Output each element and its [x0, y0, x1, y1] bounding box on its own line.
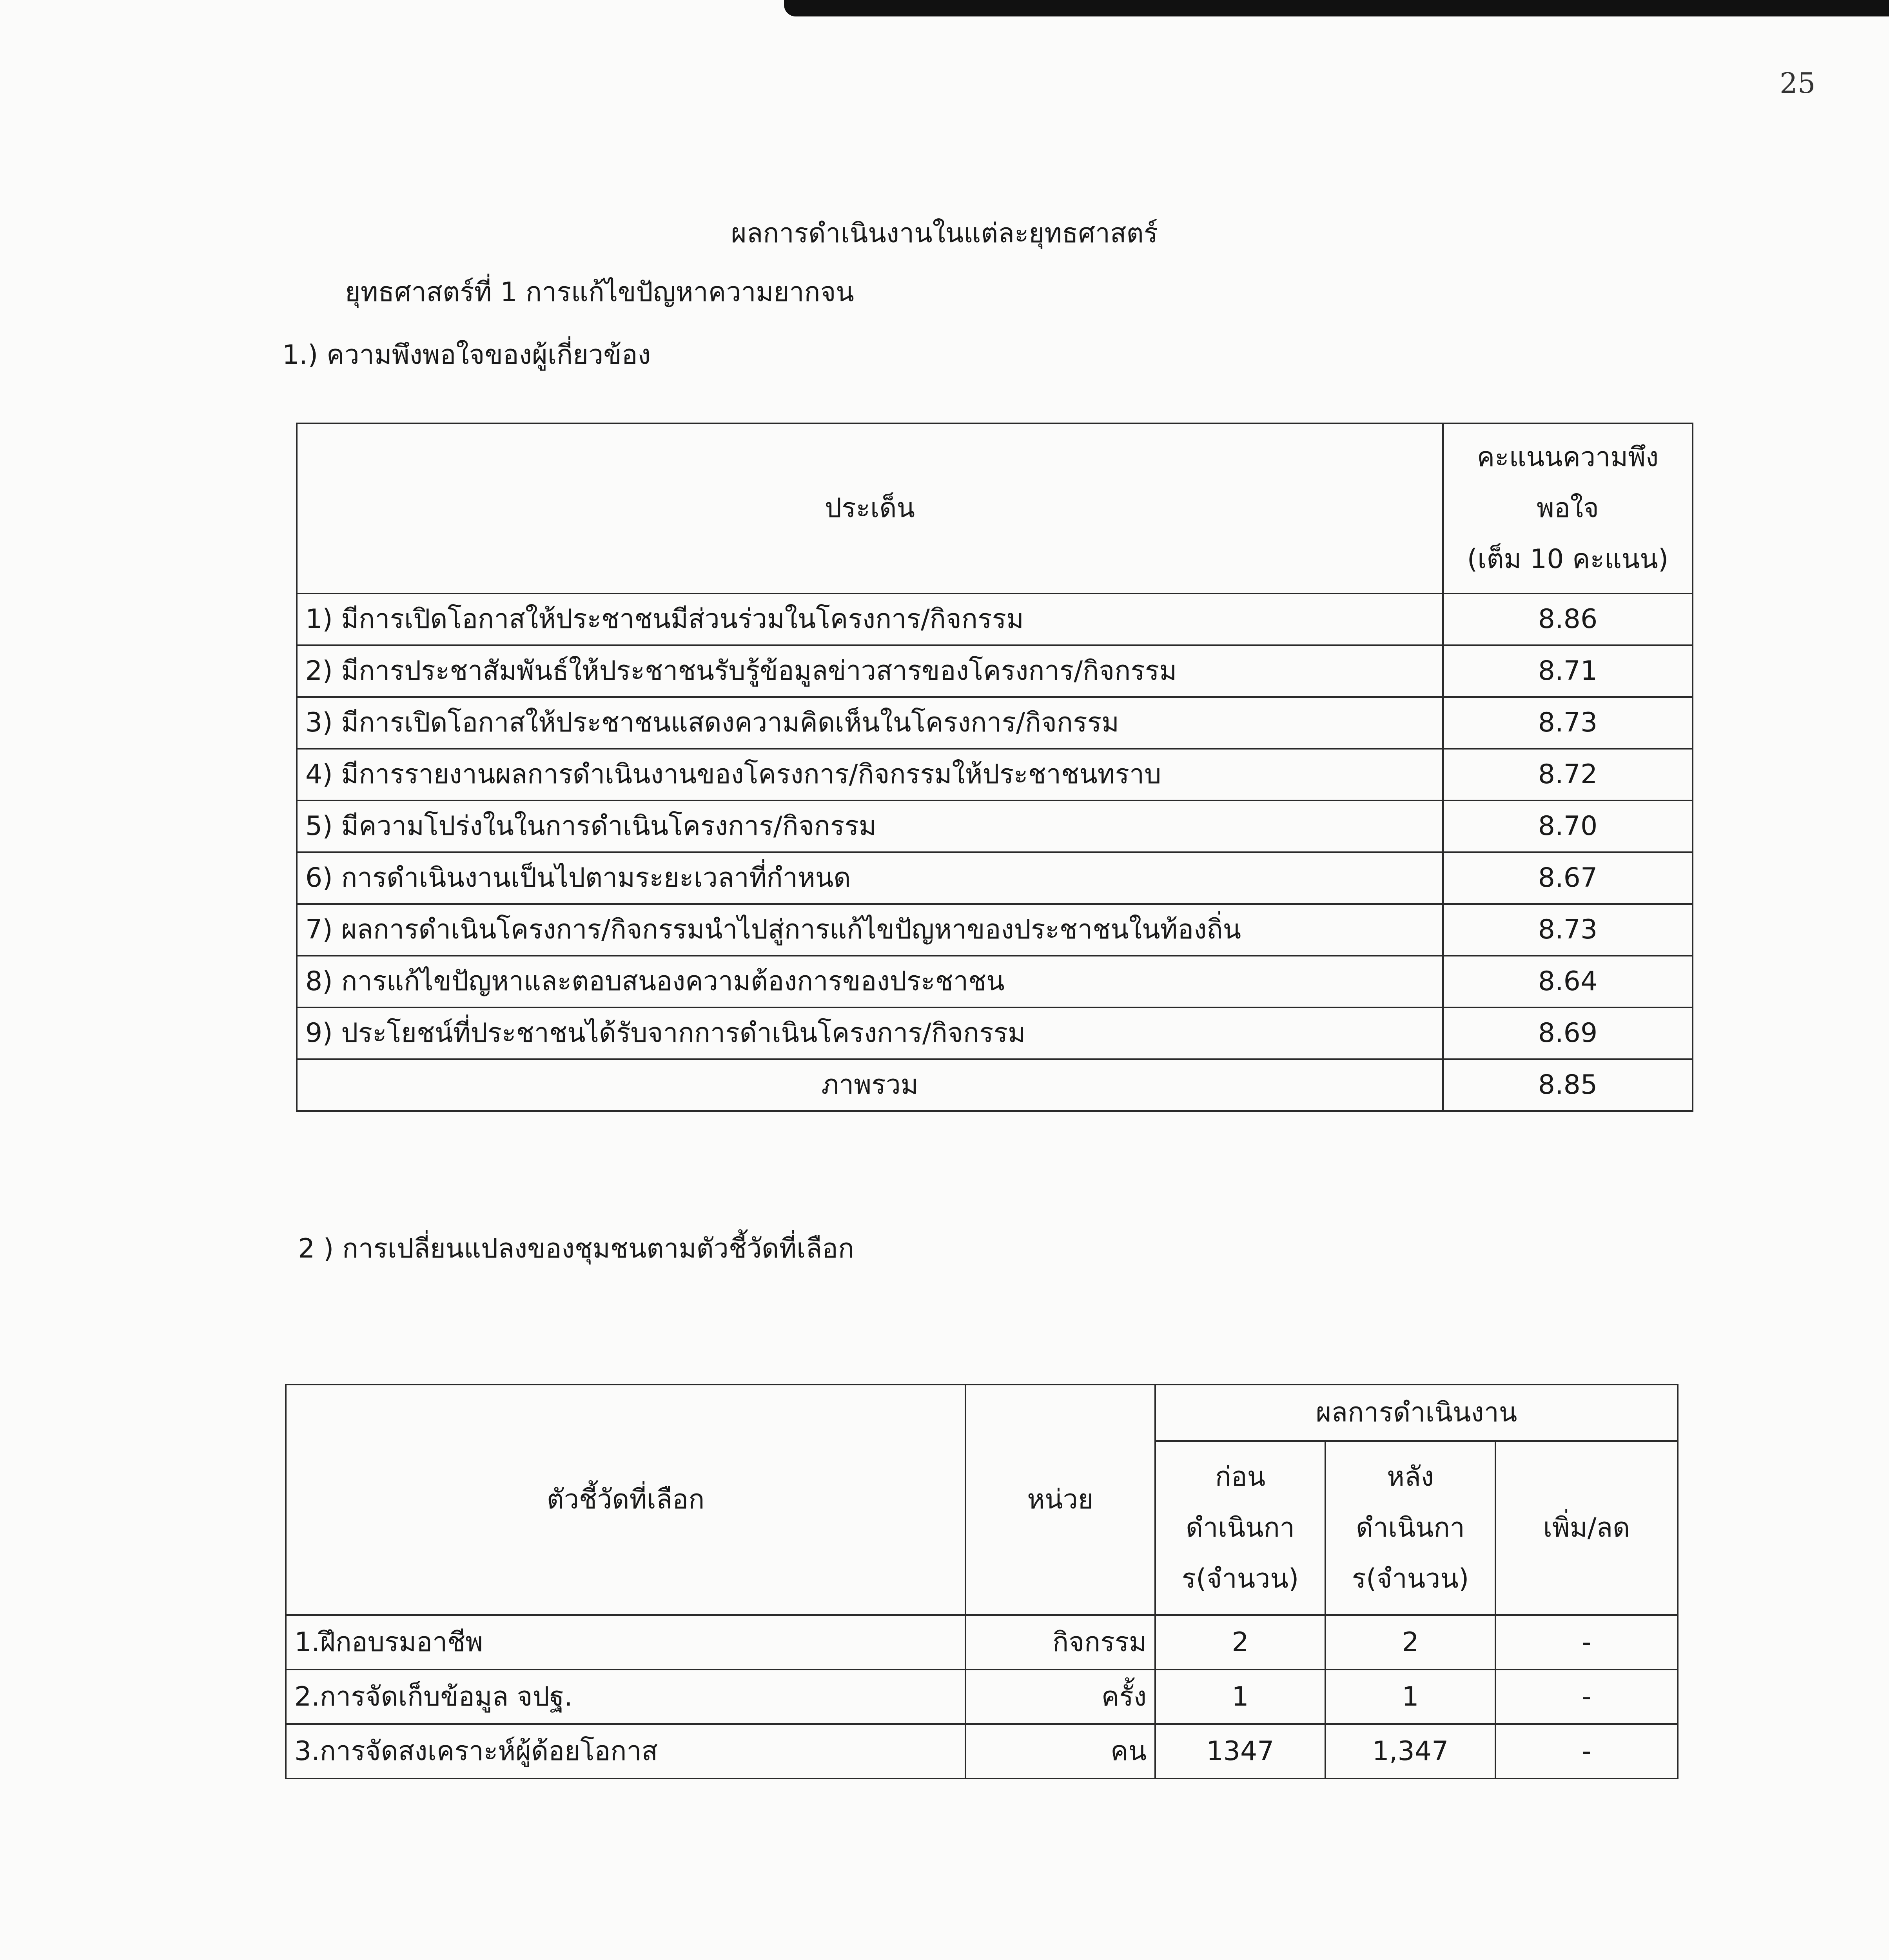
satisfaction-table [296, 423, 1693, 1112]
header-after-line: ร(จำนวน) [1352, 1563, 1469, 1594]
overall-label: ภาพรวม [297, 1059, 1443, 1111]
header-unit: หน่วย [965, 1385, 1155, 1615]
header-before-line: ร(จำนวน) [1181, 1563, 1299, 1594]
score-cell: 8.71 [1443, 645, 1693, 697]
satisfaction-header-row [297, 423, 1693, 593]
indicator-header-row [286, 1385, 1678, 1441]
header-score [1443, 423, 1693, 593]
score-cell: 8.70 [1443, 800, 1693, 852]
table-row [286, 1615, 1678, 1670]
score-cell: 8.72 [1443, 749, 1693, 800]
table-row [297, 956, 1693, 1007]
score-cell: 8.73 [1443, 904, 1693, 956]
overall-row [297, 1059, 1693, 1111]
header-before-line: ดำเนินกา [1186, 1512, 1295, 1543]
section1-heading: 1.) ความพึงพอใจของผู้เกี่ยวข้อง [282, 339, 651, 370]
topic-cell: 3) มีการเปิดโอกาสให้ประชาชนแสดงความคิดเห็นในโครงการ/กิจกรรม [297, 697, 1443, 749]
change-cell: - [1495, 1724, 1678, 1779]
table-row [297, 645, 1693, 697]
header-after-line: หลัง [1387, 1461, 1434, 1492]
table-row [297, 904, 1693, 956]
score-cell: 8.64 [1443, 956, 1693, 1007]
score-cell: 8.69 [1443, 1007, 1693, 1059]
indicator-cell: 1.ฝึกอบรมอาชีพ [286, 1615, 965, 1670]
topic-cell: 4) มีการรายงานผลการดำเนินงานของโครงการ/กิจกรรมให้ประชาชนทราบ [297, 749, 1443, 800]
indicator-cell: 2.การจัดเก็บข้อมูล จปฐ. [286, 1670, 965, 1724]
topic-cell: 8) การแก้ไขปัญหาและตอบสนองความต้องการของประชาชน [297, 956, 1443, 1007]
header-score-line: (เต็ม 10 คะแนน) [1467, 544, 1669, 575]
overall-score: 8.85 [1443, 1059, 1693, 1111]
header-change: เพิ่ม/ลด [1495, 1441, 1678, 1615]
section2-heading: 2 ) การเปลี่ยนแปลงของชุมชนตามตัวชี้วัดที่เลือก [298, 1233, 855, 1264]
header-indicator: ตัวชี้วัดที่เลือก [286, 1385, 965, 1615]
topic-cell: 9) ประโยชน์ที่ประชาชนได้รับจากการดำเนินโครงการ/กิจกรรม [297, 1007, 1443, 1059]
after-cell: 2 [1325, 1615, 1495, 1670]
strategy-heading: ยุทธศาสตร์ที่ 1 การแก้ไขปัญหาความยากจน [345, 277, 854, 308]
topic-cell: 5) มีความโปร่งในในการดำเนินโครงการ/กิจกรรม [297, 800, 1443, 852]
header-before-line: ก่อน [1215, 1461, 1266, 1492]
score-cell: 8.73 [1443, 697, 1693, 749]
score-cell: 8.67 [1443, 852, 1693, 904]
header-results: ผลการดำเนินงาน [1155, 1385, 1678, 1441]
indicator-cell: 3.การจัดสงเคราะห์ผู้ด้อยโอกาส [286, 1724, 965, 1779]
header-score-line: คะแนนความพึง [1477, 442, 1659, 473]
after-cell: 1,347 [1325, 1724, 1495, 1779]
unit-cell: ครั้ง [965, 1670, 1155, 1724]
header-score-line: พอใจ [1537, 493, 1599, 524]
table-row [286, 1724, 1678, 1779]
topic-cell: 6) การดำเนินงานเป็นไปตามระยะเวลาที่กำหนด [297, 852, 1443, 904]
before-cell: 2 [1155, 1615, 1325, 1670]
table-row [297, 852, 1693, 904]
page-number: 25 [1780, 67, 1816, 100]
document-title: ผลการดำเนินงานในแต่ละยุทธศาสตร์ [731, 218, 1158, 249]
indicator-table [285, 1384, 1679, 1779]
header-before [1155, 1441, 1325, 1615]
before-cell: 1347 [1155, 1724, 1325, 1779]
after-cell: 1 [1325, 1670, 1495, 1724]
topic-cell: 7) ผลการดำเนินโครงการ/กิจกรรมนำไปสู่การแก้ไขปัญหาของประชาชนในท้องถิ่น [297, 904, 1443, 956]
header-topic: ประเด็น [297, 423, 1443, 593]
table-row [286, 1670, 1678, 1724]
unit-cell: คน [965, 1724, 1155, 1779]
topic-cell: 1) มีการเปิดโอกาสให้ประชาชนมีส่วนร่วมในโครงการ/กิจกรรม [297, 593, 1443, 645]
before-cell: 1 [1155, 1670, 1325, 1724]
header-after [1325, 1441, 1495, 1615]
topic-cell: 2) มีการประชาสัมพันธ์ให้ประชาชนรับรู้ข้อมูลข่าวสารของโครงการ/กิจกรรม [297, 645, 1443, 697]
table-row [297, 697, 1693, 749]
table-row [297, 593, 1693, 645]
table-row [297, 749, 1693, 800]
header-after-line: ดำเนินกา [1356, 1512, 1465, 1543]
table-row [297, 800, 1693, 852]
table-row [297, 1007, 1693, 1059]
change-cell: - [1495, 1670, 1678, 1724]
unit-cell: กิจกรรม [965, 1615, 1155, 1670]
change-cell: - [1495, 1615, 1678, 1670]
score-cell: 8.86 [1443, 593, 1693, 645]
scan-edge-top [784, 0, 1889, 16]
